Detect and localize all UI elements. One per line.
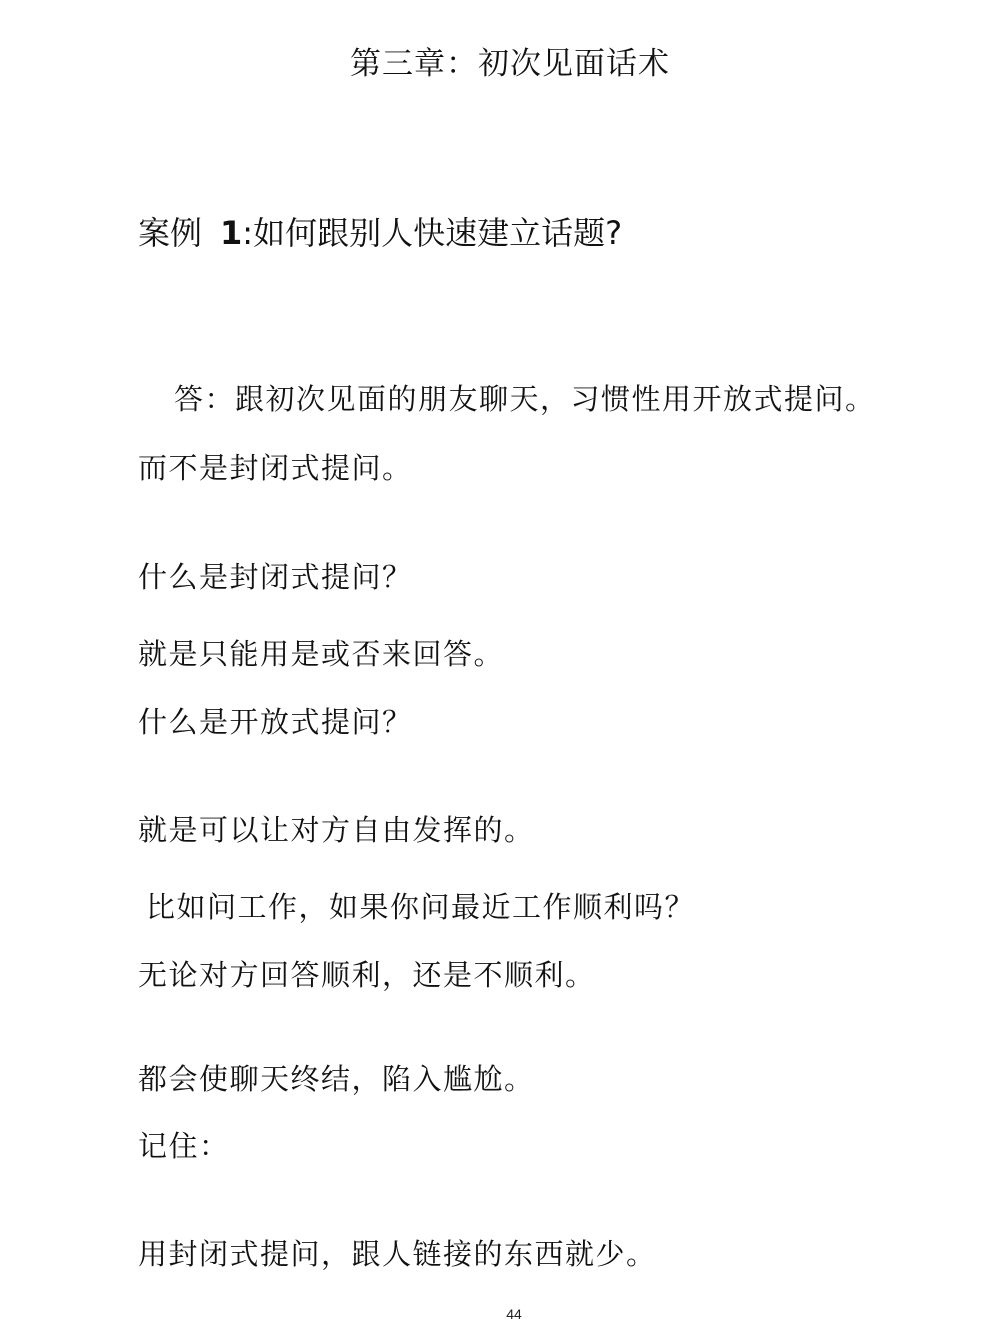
- paragraph: 记住：: [138, 1129, 230, 1163]
- paragraph: 什么是开放式提问？: [138, 705, 413, 739]
- paragraph: 而不是封闭式提问。: [138, 451, 413, 485]
- paragraph: 比如问工作，如果你问最近工作顺利吗？: [146, 890, 696, 924]
- case-question: :如何跟别人快速建立话题?: [242, 214, 623, 252]
- paragraph: 都会使聊天终结，陷入尴尬。: [138, 1062, 535, 1096]
- paragraph: 什么是封闭式提问？: [138, 560, 413, 594]
- case-number: 1: [220, 214, 243, 252]
- paragraph: 就是只能用是或否来回答。: [138, 637, 505, 671]
- paragraph-answer: 答：跟初次见面的朋友聊天，习惯性用开放式提问。: [174, 382, 876, 416]
- case-label: 案例: [138, 214, 203, 252]
- chapter-title: 第三章：初次见面话术: [350, 46, 670, 82]
- paragraph: 就是可以让对方自由发挥的。: [138, 813, 535, 847]
- case-title: [138, 208, 622, 254]
- page-number: 44: [506, 1306, 522, 1322]
- paragraph: 无论对方回答顺利，还是不顺利。: [138, 958, 596, 992]
- paragraph: 用封闭式提问，跟人链接的东西就少。: [138, 1237, 657, 1271]
